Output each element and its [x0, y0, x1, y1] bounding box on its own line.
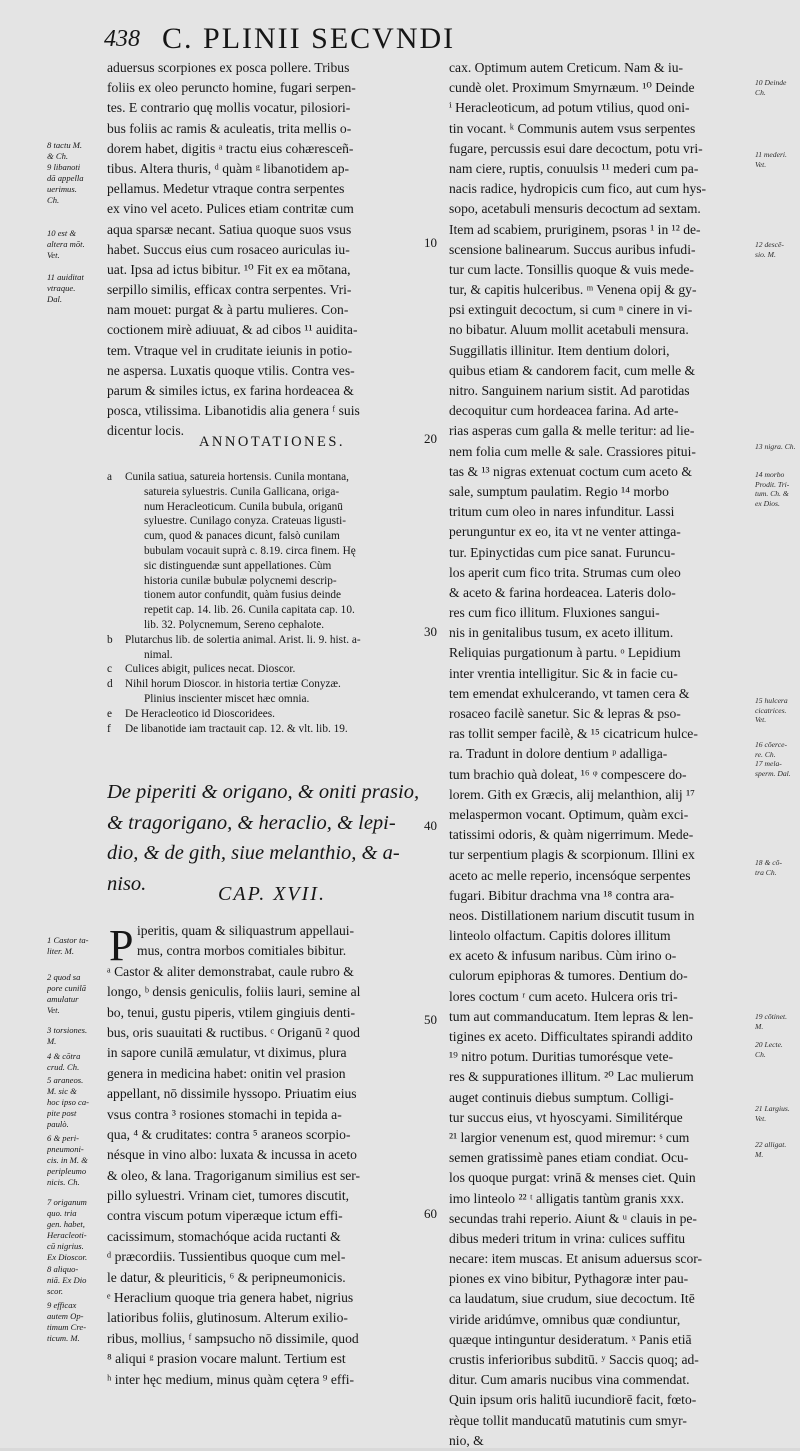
margin-note-line: M. sic & — [47, 1086, 77, 1096]
annotation-letter: c — [107, 663, 113, 676]
text-line: dicentur locis. — [107, 423, 185, 439]
line-number: 40 — [424, 818, 437, 833]
margin-note-line: Ch. — [755, 1049, 766, 1059]
text-line: nio, & — [449, 1432, 484, 1448]
section-heading — [107, 777, 437, 899]
margin-note-line: tum. Ch. & — [755, 489, 789, 499]
chapter-text — [107, 921, 439, 1390]
annotation-line — [107, 588, 437, 603]
annotation-text: lib. 32. Polycnemum, Sereno cephalote. — [144, 618, 325, 631]
margin-note-line — [47, 217, 105, 228]
margin-note-line: timum Cre- — [47, 1322, 87, 1332]
text-line: contra viscum potum viperæque ictum effi- — [107, 1208, 343, 1224]
annotation-text: bubulam vocauit suprà c. 8.19. circa finem. Hę — [144, 544, 356, 557]
text-line: ᵃ Castor & aliter demonstrabat, caule rubro & — [107, 963, 354, 979]
text-line: rias asperas cum galla & melle teritur: ad lie- — [449, 423, 695, 439]
margin-note-line: Prodit. Tri- — [755, 479, 790, 489]
text-line: pillo syluestri. Vrinam ciet, tumores discutit, — [107, 1188, 350, 1204]
text-line: nésque in vino albo: luxata & incussa in aceto — [107, 1147, 357, 1163]
text-line: semen gratissimè panes etiam condiat. Ocu- — [449, 1150, 689, 1166]
margin-note-line: cis. in M. & — [47, 1155, 88, 1165]
text-line: longo, ᵇ densis geniculis, foliis lauri, semine al — [107, 984, 361, 1000]
margin-note-line — [47, 206, 105, 217]
margin-note-line: ticum. M. — [47, 1333, 80, 1343]
margin-note-line: Dal. — [47, 294, 63, 304]
annotation-text: Plutarchus lib. de solertia animal. Arist. li. 9. hist. a- — [125, 633, 361, 646]
margin-note — [47, 1051, 105, 1073]
margin-note-line: 10 Deinde — [755, 78, 787, 87]
margin-note-line: 17 mela- — [755, 759, 782, 769]
margin-note-line: M. — [755, 1149, 764, 1159]
text-line: tem. Vtraque vel in cruditate ieiunis in potio- — [107, 342, 353, 358]
text-line: piones ex vino bibitur, Pythagoræ inter pau- — [449, 1271, 689, 1287]
annotation-line — [107, 603, 437, 618]
text-line: in sapore cunilā æmulatur, vt diximus, plura — [107, 1045, 347, 1061]
text-line: los quoque purgat: vrinā & menses ciet. Quin — [449, 1170, 696, 1186]
running-head — [104, 22, 604, 56]
margin-note — [755, 1012, 800, 1031]
annotation-line — [107, 574, 437, 589]
margin-note — [755, 1140, 800, 1159]
text-line: ¹⁹ nitro potum. Duritias tumorésque vete- — [449, 1049, 674, 1065]
text-line: neos. Distillationem narium discutit tusum in — [449, 907, 695, 923]
text-line: cundè olet. Proximum Smyrnæum. ¹⁰ Deinde — [449, 80, 695, 96]
text-line: scensione balinearum. Succus auribus infudi- — [449, 241, 696, 257]
text-line: res cum fico illitum. Fluxiones sangui- — [449, 605, 660, 621]
right-column-text — [449, 58, 767, 1451]
margin-note-line: gen. habet, — [47, 1219, 85, 1229]
margin-note-line: cicatrices. — [755, 705, 787, 715]
drop-cap: P — [109, 921, 134, 970]
text-line: tur, & capitis hulceribus. ᵐ Venena opij & gy- — [449, 282, 697, 298]
section-heading-line: & tragorigano, & heraclio, & lepi- — [107, 811, 396, 834]
text-line: quibus etiam & candorem facit, cum melle & — [449, 362, 696, 378]
annotation-text: cum, quod & panaces dicunt, falsò cunilam — [144, 530, 340, 543]
margin-note-line: 18 & cō- — [755, 858, 782, 867]
text-line: lorem. Gith ex Græcis, alij melanthion, alij ¹⁷ — [449, 786, 695, 802]
text-line: no bibatur. Aluum mollit acetabuli mensura. — [449, 322, 689, 338]
text-line: tum brachio quà doleat, ¹⁶ ᵠ compescere do- — [449, 766, 687, 782]
margin-note-line: 22 alligat. — [755, 1140, 787, 1149]
annotation-text: syluestre. Cunilago conyza. Crateuas ligusti- — [144, 515, 347, 528]
text-line: nam mouet: purgat & à partu mulieres. Con- — [107, 302, 349, 318]
margin-note-line: M. — [755, 1021, 764, 1031]
margin-note-line: 21 Largius. — [755, 1104, 790, 1113]
section-heading-line: De piperiti & origano, & oniti prasio, — [107, 781, 420, 803]
annotation-line — [107, 722, 437, 737]
annotation-line — [107, 500, 437, 515]
text-line: aceto ac melle reperio, incensóque serpentes — [449, 867, 691, 883]
text-line: cacissimum, stomachóque acida ructanti & — [107, 1228, 341, 1244]
text-line: secundas trahi reperio. Aiunt & ᵘ clauis in pe- — [449, 1210, 697, 1226]
text-line: ᵈ præcordiis. Tussientibus quoque cum mel- — [107, 1249, 346, 1265]
text-line: bus foliis ac ramis & aculeatis, trita mellis o- — [107, 120, 352, 136]
text-line: linteolo olfactum. Capitis dolores illitum — [449, 928, 671, 944]
margin-note-line: Vet. — [47, 1005, 60, 1015]
annotation-line — [107, 470, 437, 485]
text-line: ras tollit semper facilè, & ¹⁵ cicatricum hulce- — [449, 726, 698, 742]
margin-note-line: dā appella — [47, 173, 84, 183]
text-line: tes. E contrario quę mollis vocatur, pilosiori- — [107, 100, 351, 116]
left-margin-notes-top — [47, 140, 105, 305]
margin-note-line: 5 araneos. — [47, 1075, 84, 1085]
text-line: tur cum lacte. Tonsillis quoque & vuis mede- — [449, 261, 694, 277]
margin-note — [47, 1197, 105, 1263]
text-line: tigines ex aceto. Difficultates spirandi addito — [449, 1029, 693, 1044]
text-line: tum aut commanducatum. Item lepras & len- — [449, 1008, 694, 1024]
margin-note — [755, 150, 800, 169]
text-line: imo linteolo ²² ᵗ alligatis tantùm granis xxx. — [449, 1190, 685, 1206]
annotation-text: satureia syluestris. Cunila Gallicana, origa- — [144, 485, 340, 498]
text-line: ne aspersa. Luxatis quoque vtilis. Contra ves- — [107, 362, 355, 378]
line-number: 60 — [424, 1206, 437, 1221]
text-line: serpillo similis, efficax contra serpentes. Vri- — [107, 282, 352, 298]
margin-note-line: ex Dios. — [755, 498, 780, 508]
text-line: bus, oris suauitati & ructibus. ᶜ Origanū ² quod — [107, 1024, 360, 1040]
margin-note-line: Ex Dioscor. — [47, 1252, 88, 1262]
margin-note-line: Vet. — [47, 250, 60, 260]
margin-note — [755, 240, 800, 259]
text-line: ex aceto & infusum naribus. Cùm irino o- — [449, 948, 677, 964]
annotation-text: De libanotide iam tractauit cap. 12. & vlt. lib. 19. — [125, 722, 348, 735]
text-line: res & suppurationes illitum. ²⁰ Lac mulierum — [449, 1069, 694, 1085]
margin-note-line: Vet. — [755, 1113, 767, 1123]
text-line: vsus contra ³ rosiones stomachi in tepida a- — [107, 1106, 342, 1122]
margin-note-line: pite post — [47, 1108, 77, 1118]
annotation-line — [107, 618, 437, 633]
text-line: tur succus eius, vt hyoscyami. Similitérque — [449, 1109, 683, 1125]
text-line: psi extinguit decoctum, si cum ⁿ cinere in vi- — [449, 302, 693, 318]
text-line: ca laudatum, siue crudum, siue decoctum. Itē — [449, 1291, 695, 1307]
text-line: viride aridúmve, omnibus quæ condiuntur, — [449, 1311, 681, 1327]
margin-note-line: pore cunilā — [47, 983, 87, 993]
text-line: inter vrentia intelligitur. Sic & in facie cu- — [449, 665, 678, 681]
margin-note-line: 1 Castor ta- — [47, 935, 89, 945]
annotation-line — [107, 677, 437, 692]
margin-note — [755, 858, 800, 877]
margin-note-line: 8 aliquo- — [47, 1264, 79, 1274]
margin-note — [755, 740, 800, 778]
text-line: nitro. Sanguinem narium sistit. Ad parotidas — [449, 383, 690, 398]
margin-note — [755, 696, 800, 725]
text-line: tibus. Altera thuris, ᵈ quàm ᵍ libanotidem ap- — [107, 160, 350, 176]
margin-note-line: Vet. — [755, 159, 767, 169]
annotation-text: Cunila satiua, satureia hortensis. Cunila montana, — [125, 471, 350, 483]
annotation-line — [107, 544, 437, 559]
margin-note-line: 6 & peri- — [47, 1133, 79, 1143]
margin-note-line: cū nigrius. — [47, 1241, 84, 1251]
margin-note — [47, 1025, 105, 1047]
margin-note — [755, 1104, 800, 1123]
annotation-letter: b — [107, 633, 113, 646]
text-line: ʰ inter hęc medium, minus quàm cętera ⁹ effi- — [107, 1371, 355, 1387]
line-number: 10 — [424, 235, 437, 250]
margin-note-line: hoc ipso ca- — [47, 1097, 90, 1107]
text-line: tur. Epinyctidas cum pice sanat. Furuncu- — [449, 544, 676, 560]
text-line: ditur. Cum amaris nucibus vina commendat. — [449, 1372, 690, 1388]
text-line: fugare, percussis esui dare decoctum, potu vri- — [449, 140, 703, 156]
text-line: & aceto & farina hordeacea. Lateris dolo- — [449, 584, 676, 600]
margin-note-line: vtraque. — [47, 283, 76, 293]
margin-note-line: M. — [47, 1036, 57, 1046]
margin-note — [47, 972, 105, 1016]
annotation-letter: d — [107, 678, 113, 691]
annotation-letter: a — [107, 471, 113, 483]
margin-note-line: crud. Ch. — [47, 1062, 80, 1072]
left-column-text — [107, 58, 439, 442]
text-line: Reliquias purgationum à partu. ᵒ Lepidium — [449, 645, 681, 661]
text-line: nem folia cum melle & sale. Crassiores pitui- — [449, 443, 696, 459]
text-line: iperitis, quam & siliquastrum appellaui- — [137, 923, 355, 938]
text-line: tritum cum oleo in nares infunditur. Lassi — [449, 504, 675, 520]
annotation-text: Nihil horum Dioscor. in historia tertiæ Conyzæ. — [125, 678, 341, 691]
margin-note-line: 2 quod sa — [47, 972, 81, 982]
text-line: decoquitur cum hordeacea farina. Ad arte- — [449, 403, 679, 419]
text-line: bo, tenui, gustu piperis, vtilem gingiuis denti- — [107, 1004, 356, 1020]
margin-note-line: nicis. Ch. — [47, 1177, 80, 1187]
text-line: auget continuis diebus sumptum. Colligi- — [449, 1089, 674, 1105]
margin-note-line: 7 origanum — [47, 1197, 87, 1207]
text-line: appellant, nō dissimile hyssopo. Priuatim eius — [107, 1086, 357, 1102]
text-line: qua, ⁴ & cruditates: contra ⁵ araneos scorpio- — [107, 1126, 351, 1142]
margin-note-line: re. Ch. — [755, 749, 776, 759]
line-number: 20 — [424, 431, 437, 446]
margin-note-line: 10 est & — [47, 228, 77, 238]
margin-note — [47, 1264, 105, 1297]
margin-note-line: 4 & cōtra — [47, 1051, 81, 1061]
text-line: foliis ex oleo peruncto homine, fugari serpen- — [107, 80, 356, 96]
margin-note-line: 8 tactu M. — [47, 140, 83, 150]
section-heading-line: niso. — [107, 872, 147, 895]
text-line: culorum epiphoras & tumores. Dentium do- — [449, 968, 688, 984]
margin-note — [47, 1300, 105, 1344]
text-line: perunguntur ex eo, ita vt ne venter attinga- — [449, 524, 681, 540]
annotation-text: De Heracleotico id Dioscoridees. — [125, 707, 275, 720]
text-line: uat. Ipsa ad ictus bibitur. ¹⁰ Fit ex ea mōtana, — [107, 261, 351, 277]
margin-note-line: Ch. — [755, 87, 766, 97]
text-line: nam ciere, ruptis, conuulsis ¹¹ mederi cum pa- — [449, 160, 699, 176]
text-line: latioribus foliis, glutinosum. Alterum exilio- — [107, 1310, 348, 1326]
text-line: le datur, & pleuriticis, ⁶ & peripneumonicis. — [107, 1269, 346, 1285]
text-line: ribus, mollius, ᶠ sampsucho nō dissimile, quod — [107, 1330, 359, 1346]
margin-note-line: tra Ch. — [755, 867, 777, 877]
annotation-line — [107, 662, 437, 677]
margin-note-line: 19 cōtinet. — [755, 1012, 788, 1021]
annotation-line — [107, 692, 437, 707]
margin-note — [755, 78, 800, 97]
text-line: tur serpentium plagis & scorpionum. Illini ex — [449, 847, 695, 863]
margin-note-line: 9 efficax — [47, 1300, 77, 1310]
annotation-text: Culices abigit, pulices necat. Dioscor. — [125, 663, 296, 676]
page-number: 438 — [104, 26, 140, 52]
annotation-letter: f — [107, 722, 111, 735]
annotation-text: repetit cap. 14. lib. 26. Cunila capitata cap. 10. — [144, 604, 355, 617]
text-line: & oleo, & lana. Tragoriganum similius est ser- — [107, 1167, 361, 1183]
margin-note-line: liter. M. — [47, 946, 74, 956]
text-line: ra. Tradunt in dolore dentium ᵖ adalliga- — [449, 746, 668, 762]
text-line: cax. Optimum autem Creticum. Nam & iu- — [449, 60, 684, 75]
text-line: pellamus. Medetur vtraque contra serpentes — [107, 181, 345, 197]
annotations-list — [107, 470, 437, 736]
text-line: aqua sparsæ necant. Satiua quoque suos vsus — [107, 221, 352, 237]
margin-note-line: 16 cōerce- — [755, 740, 787, 749]
annotation-text: nimal. — [144, 648, 173, 661]
annotation-line — [107, 485, 437, 500]
text-line: Suggillatis illinitur. Item dentium dolori, — [449, 342, 670, 358]
text-line: dibus mederi tritum in vrina: culices suffitu — [449, 1230, 686, 1246]
margin-note-line: niā. Ex Dio — [47, 1275, 87, 1285]
annotation-letter: e — [107, 707, 113, 720]
margin-note-line: peripleumo — [47, 1166, 87, 1176]
margin-note-line: 9 libanoti — [47, 162, 81, 172]
annotation-text: historia cunilæ bubulæ polycnemi descrip- — [144, 574, 337, 587]
margin-note-line: 14 morbo — [755, 470, 785, 479]
margin-note-line: & Ch. — [47, 151, 69, 161]
annotation-line — [107, 514, 437, 529]
text-line: rosaceo facilè sanetur. Sic & lepras & pso- — [449, 706, 681, 721]
text-line: dorem habet, digitis ᵃ tractu eius cohæresceñ- — [107, 140, 354, 156]
margin-note-line: 13 nigra. Ch. — [755, 442, 796, 451]
text-line: tas & ¹³ nigras extenuat coctum cum aceto & — [449, 463, 692, 479]
text-line: fugari. Bibitur drachma vna ¹⁸ contra ara- — [449, 887, 675, 903]
text-line: quæque intinguntur desideratum. ˣ Panis etiā — [449, 1331, 692, 1347]
margin-note-line: sio. M. — [755, 249, 776, 259]
margin-note — [755, 1040, 800, 1059]
text-line: ²¹ largior venenum est, quod miremur: ˢ cum — [449, 1129, 690, 1145]
section-heading-line: dio, & de gith, siue melanthio, & a- — [107, 842, 400, 864]
annotation-text: Plinius inscienter miscet hæc omnia. — [144, 692, 310, 705]
text-line: nacis radice, hydropicis cum fico, aut cum hys- — [449, 181, 707, 197]
annotation-line — [107, 707, 437, 722]
text-line: genera in medicina habet: onitin vel prasion — [107, 1065, 346, 1081]
margin-note-line: Vet. — [755, 715, 767, 725]
margin-note-line: 12 descē- — [755, 240, 784, 249]
margin-note-line: 15 hulcera — [755, 696, 788, 705]
text-line: melaspermon vocant. Optimum, quàm exci- — [449, 806, 689, 822]
margin-note-line: autem Op- — [47, 1311, 84, 1321]
text-line: necare: item muscas. Et anisum aduersus scor- — [449, 1251, 703, 1267]
annotation-line — [107, 648, 437, 663]
line-number: 50 — [424, 1012, 437, 1027]
running-title: C. PLINII SECVNDI — [162, 22, 456, 55]
margin-note-line: altera mōt. — [47, 239, 85, 249]
text-line: nis in genitalibus tusum, ex aceto illitum. — [449, 625, 674, 641]
text-line: los aperit cum fico trita. Strumas cum oleo — [449, 564, 681, 580]
margin-note-line: 11 mederi. — [755, 150, 787, 159]
margin-note-line: pneumoni- — [47, 1144, 84, 1154]
margin-note-line — [47, 261, 105, 272]
margin-note-line: 20 Lecte. — [755, 1040, 783, 1049]
chapter-heading: CAP. XVII. — [218, 883, 326, 905]
text-line: rèque tollit manducatū matutinis cum smyr- — [449, 1412, 687, 1428]
text-line: Quin ipsum oris halitū iucundiorē facit, fœto- — [449, 1392, 697, 1408]
text-line: tin vocant. ᵏ Communis autem vsus serpentes — [449, 120, 696, 136]
text-line: tatissimi odoris, & quàm nigerrimum. Mede- — [449, 827, 694, 843]
margin-note-line: 11 auiditat — [47, 272, 84, 282]
line-number: 30 — [424, 624, 437, 639]
margin-note-line: paulò. — [47, 1119, 69, 1129]
text-line: ex vino vel aceto. Pulices etiam contritæ cum — [107, 201, 354, 217]
annotation-text: sic distinguendæ sunt appellationes. Cùm — [144, 559, 332, 572]
text-line: aduersus scorpiones ex posca pollere. Tribus — [107, 60, 350, 75]
text-line: lores coctum ʳ cum aceto. Hulcera oris tri- — [449, 988, 678, 1004]
margin-note — [47, 1075, 105, 1130]
margin-note — [47, 935, 105, 957]
text-line: habet. Succus eius cum rosaceo auriculas iu- — [107, 241, 350, 257]
annotation-line — [107, 559, 437, 574]
margin-note-line: Ch. — [47, 195, 60, 205]
text-line: Item ad scabiem, pruriginem, psoras ¹ in ¹² de- — [449, 221, 701, 237]
text-line: coctionem mirè adiuuat, & ad cibos ¹¹ auidita- — [107, 322, 358, 338]
text-line: sale, sumptum paulatim. Regio ¹⁴ morbo — [449, 483, 669, 499]
annotation-text: num Heracleoticum. Cunila bubula, origanū — [144, 500, 343, 513]
text-line: tem emendat exhulcerando, vt tamen cera & — [449, 685, 690, 701]
margin-note-line: Heracleoti- — [47, 1230, 87, 1240]
margin-note-line: scor. — [47, 1286, 63, 1296]
annotations-heading: ANNOTATIONES. — [198, 434, 346, 450]
margin-note — [47, 1133, 105, 1188]
margin-note — [755, 442, 800, 452]
text-line: ⁸ aliqui ᵍ prasion vocare malunt. Tertium est — [107, 1351, 346, 1367]
margin-note-line: amulatur — [47, 994, 79, 1004]
annotation-line — [107, 529, 437, 544]
text-line: ᵉ Heraclium quoque tria genera habet, nigrius — [107, 1290, 354, 1306]
text-line: parum & similes ictus, ex farina hordeacea & — [107, 383, 354, 398]
text-line: mus, contra morbos comitiales bibitur. — [137, 943, 347, 959]
text-line: sopo, acetabuli mensuris decoctum ad sextam. — [449, 201, 701, 217]
margin-note-line: quo. tria — [47, 1208, 77, 1218]
margin-note-line: uerimus. — [47, 184, 77, 194]
margin-note-line: sperm. Dal. — [755, 768, 791, 778]
margin-note — [755, 470, 800, 508]
text-line: crustis inferioribus subditū. ʸ Saccis quoq; ad- — [449, 1352, 699, 1367]
text-line: posca, vtilissima. Libanotidis alia genera ᶠ suis — [107, 403, 360, 419]
text-line: ⁱ Heracleoticum, ad potum vtilius, quod oni- — [449, 100, 690, 116]
annotation-line — [107, 633, 437, 648]
annotation-text: tionem autor confundit, quàm fusius deinde — [144, 589, 342, 602]
margin-note-line: 3 torsiones. — [47, 1025, 88, 1035]
